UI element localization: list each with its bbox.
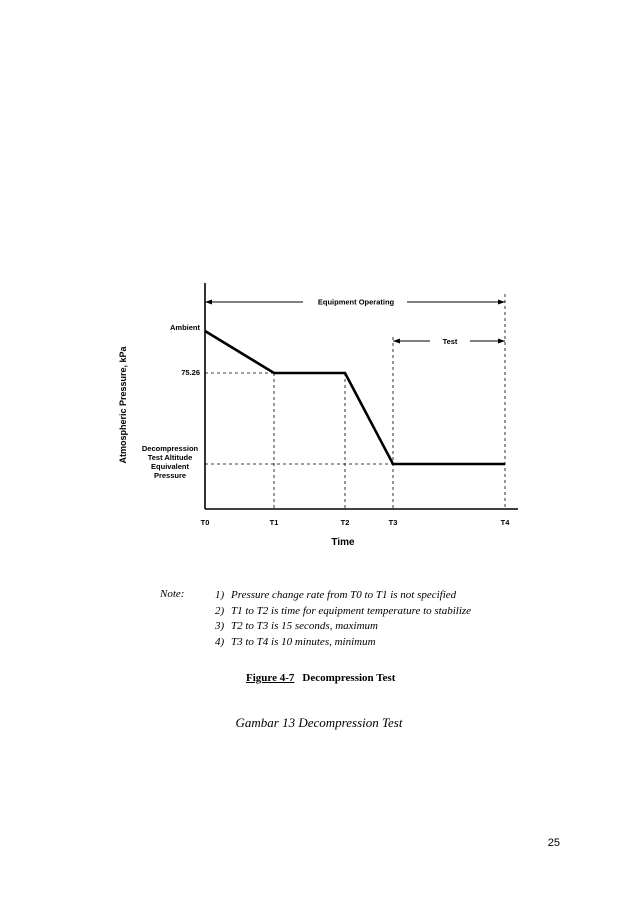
note-item (215, 619, 471, 635)
note-text: T3 to T4 is 10 minutes, minimum (231, 635, 376, 648)
test-label: Test (442, 337, 458, 346)
x-tick-label: T1 (269, 518, 279, 527)
x-tick-label: T4 (500, 518, 510, 527)
x-tick-label: T2 (340, 518, 350, 527)
note-number: 1) (215, 589, 225, 601)
figure-number: Figure 4-7 (246, 672, 295, 684)
y-level-label: Decompression Test Altitude Equivalent Pressure (141, 444, 199, 480)
equipment-operating-label: Equipment Operating (317, 297, 395, 307)
x-tick-label: T3 (388, 518, 398, 527)
note-text: T1 to T2 is time for equipment temperature to stabilize (231, 604, 472, 617)
note-item (215, 588, 471, 604)
figure-title: Decompression Test (302, 672, 396, 684)
note-number: 2) (215, 604, 225, 617)
x-tick-label: T0 (200, 518, 210, 527)
gambar-caption: Gambar 13 Decompression Test (235, 715, 403, 730)
figure-caption (246, 672, 395, 684)
note-label: Note: (160, 588, 185, 600)
y-level-label: Ambient (170, 323, 200, 332)
note-item (215, 635, 471, 651)
note-list (215, 588, 471, 650)
y-axis-title: Atmospheric Pressure, kPa (118, 346, 128, 464)
note-number: 3) (215, 620, 225, 632)
test-arrow-arrowhead-right (498, 339, 505, 344)
note-text: Pressure change rate from T0 to T1 is not specified (231, 589, 457, 601)
page-number: 25 (547, 837, 560, 849)
equipment-operating-arrow-arrowhead-left (205, 300, 212, 305)
pressure-series-line (205, 331, 505, 464)
note-text: T2 to T3 is 15 seconds, maximum (231, 620, 378, 632)
x-axis-title: Time (331, 537, 355, 548)
y-level-label: 75.26 (181, 368, 200, 377)
note-number: 4) (215, 635, 225, 648)
test-arrow-arrowhead-left (393, 339, 400, 344)
note-item (215, 604, 471, 620)
equipment-operating-arrow-arrowhead-right (498, 300, 505, 305)
